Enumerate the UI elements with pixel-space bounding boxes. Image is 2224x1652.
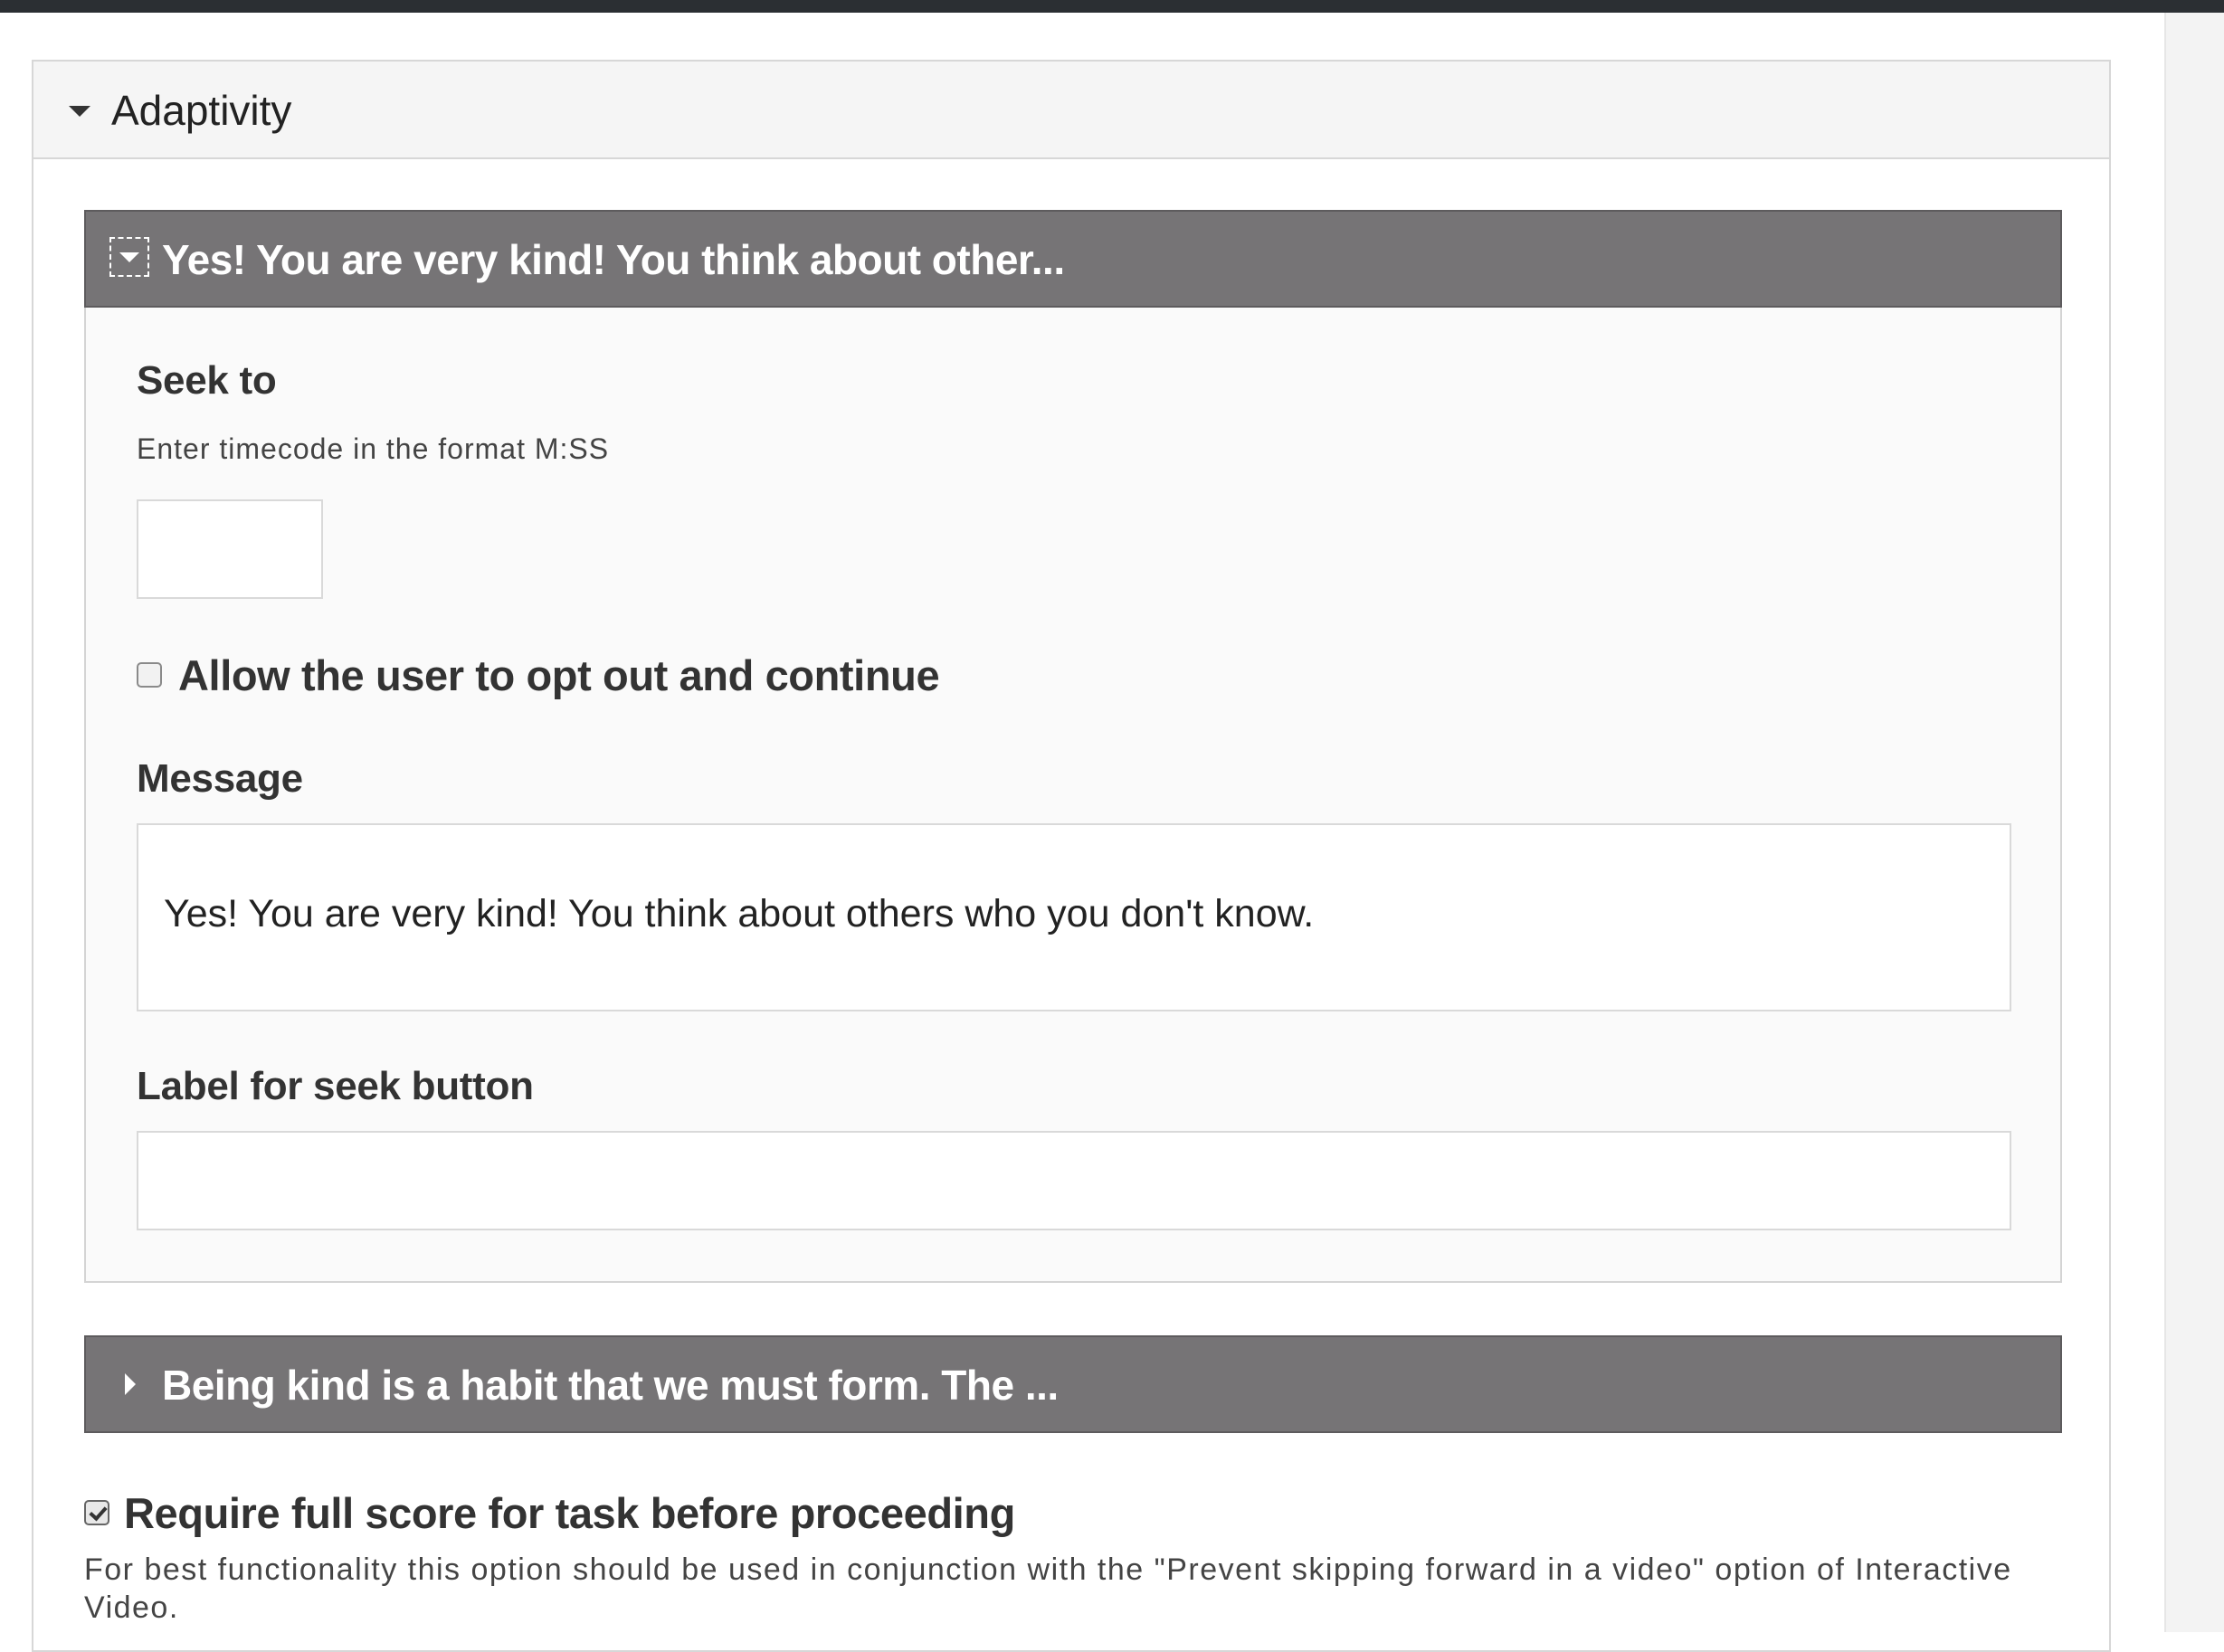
opt-out-label[interactable]: Allow the user to opt out and continue [178,651,940,699]
seek-button-label-input[interactable] [137,1131,2011,1230]
caret-right-icon [125,1373,136,1395]
caret-down-icon [69,106,90,117]
message-value: Yes! You are very kind! You think about others who you don't know. [164,892,1315,935]
require-full-score-description: For best functionality this option should be used in conjunction with the "Prevent skipping forward in a video" option of Interactive Video. [84,1552,2012,1625]
item-title: Yes! You are very kind! You think about other... [162,236,1065,283]
seek-to-label: Seek to [137,358,277,403]
collapse-toggle[interactable] [109,237,149,277]
seek-button-label-label: Label for seek button [137,1064,534,1108]
adaptivity-item-header-collapsed[interactable] [84,1335,2062,1433]
group-title: Adaptivity [111,87,292,134]
seek-to-input[interactable] [137,499,323,599]
message-label: Message [137,756,303,801]
adaptivity-group-header[interactable] [33,62,2109,159]
caret-down-icon [119,252,139,262]
require-full-score-checkbox[interactable] [84,1500,109,1525]
adaptivity-item-body [84,308,2062,1283]
scrollbar-track[interactable] [2164,13,2224,1632]
item-title: Being kind is a habit that we must form. The ... [162,1362,1059,1409]
message-textarea[interactable] [137,823,2011,1011]
require-full-score-label[interactable]: Require full score for task before proceeding [124,1489,1015,1537]
seek-to-description: Enter timecode in the format M:SS [137,432,610,465]
opt-out-checkbox[interactable] [137,662,162,688]
top-bar [0,0,2224,13]
adaptivity-item-header-expanded[interactable] [84,210,2062,308]
adaptivity-group [32,60,2111,1652]
